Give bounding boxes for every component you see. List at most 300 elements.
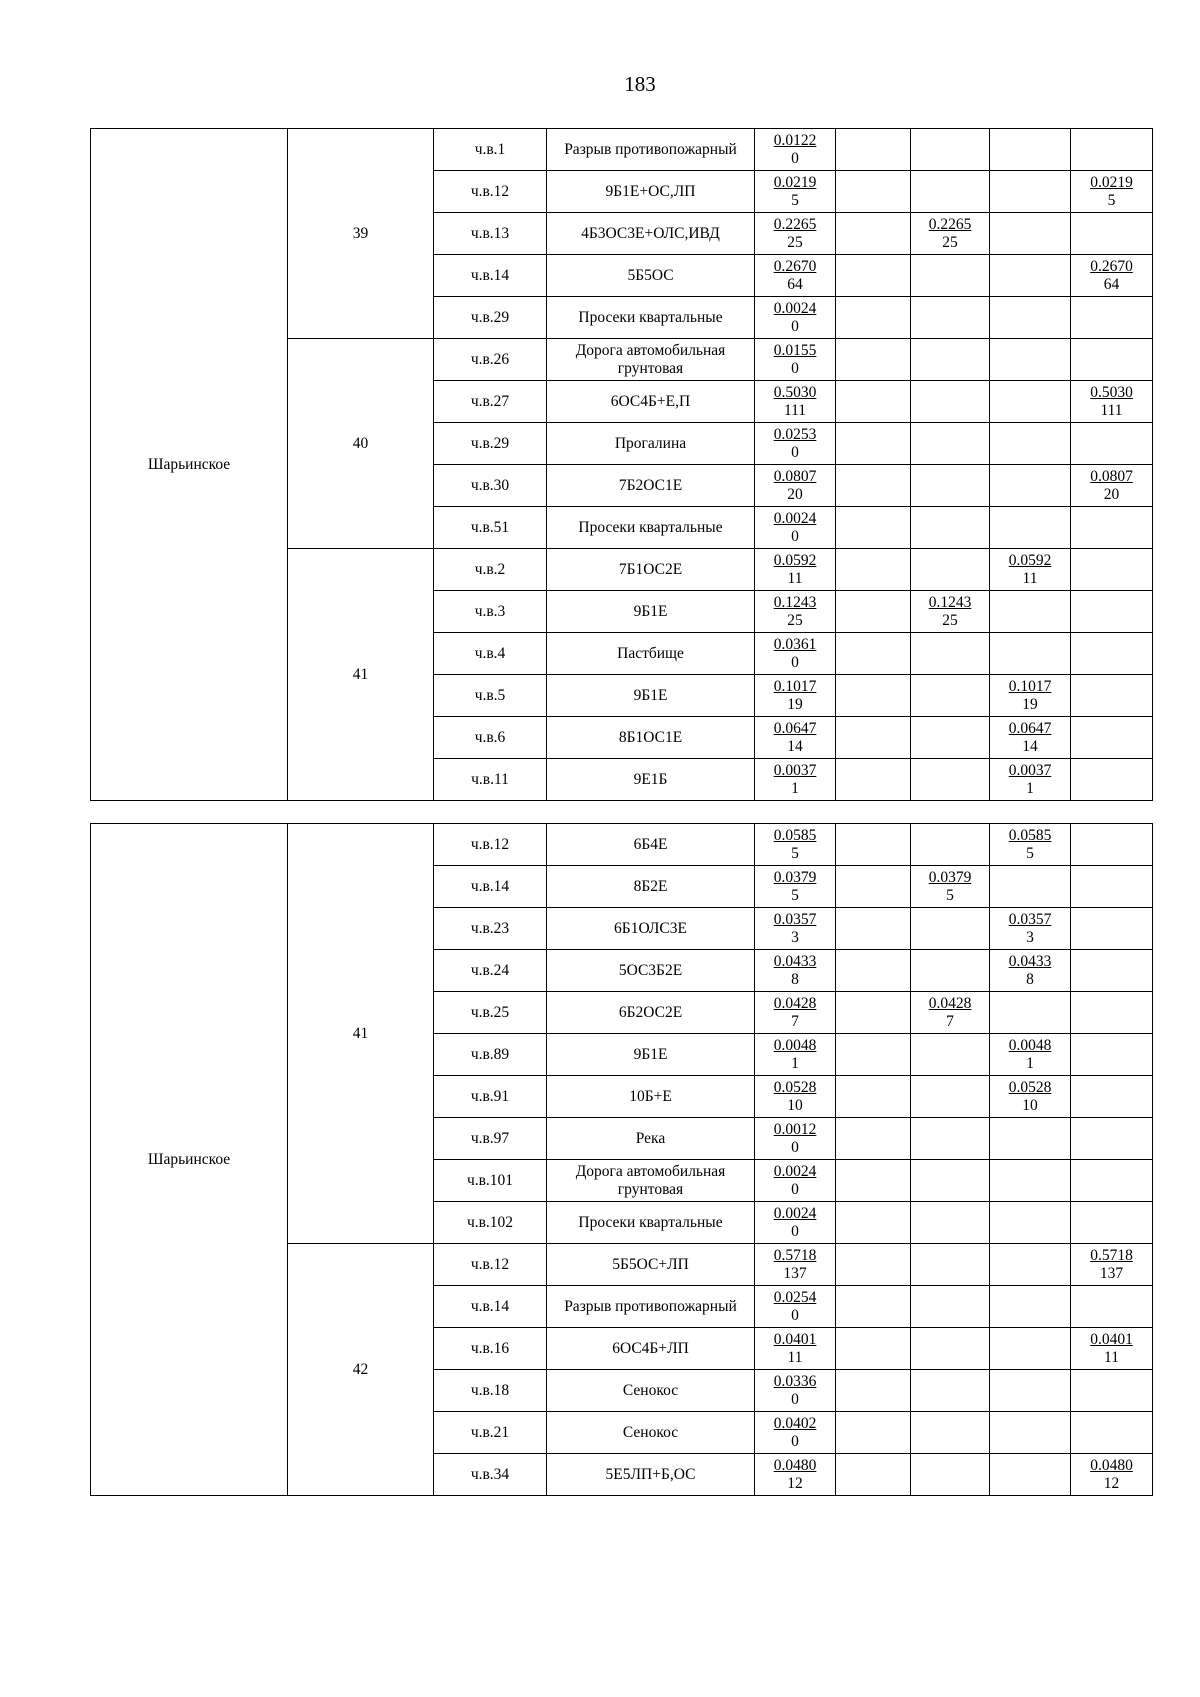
parcel-description: 8Б2Е	[547, 866, 755, 908]
area-value-denominator: 1	[791, 1054, 799, 1072]
area-value	[755, 675, 836, 717]
column-2-value-numerator: 0.1243	[928, 593, 972, 611]
column-4-value	[1071, 1076, 1153, 1118]
area-value	[755, 950, 836, 992]
column-4-value	[1071, 1454, 1153, 1496]
column-4-value	[1071, 1370, 1153, 1412]
forest-parcel-table-1	[90, 128, 1153, 801]
parcel-description: 6Б4Е	[547, 824, 755, 866]
parcel-description: Пастбище	[547, 633, 755, 675]
column-4-value	[1071, 297, 1153, 339]
column-4-value-numerator: 0.2670	[1090, 257, 1133, 275]
kvartal-number: 39	[288, 129, 434, 339]
column-3-value-numerator: 0.0592	[1008, 551, 1052, 569]
column-1-value	[836, 465, 911, 507]
column-2-value	[911, 129, 990, 171]
area-value-numerator: 0.2670	[773, 257, 817, 275]
column-1-value	[836, 591, 911, 633]
area-value-denominator: 0	[791, 527, 799, 545]
column-1-value	[836, 824, 911, 866]
area-value-numerator: 0.0012	[773, 1120, 817, 1138]
area-value	[755, 465, 836, 507]
column-3-value	[990, 950, 1071, 992]
column-4-value	[1071, 507, 1153, 549]
area-value-numerator: 0.0024	[773, 1204, 817, 1222]
column-2-value	[911, 1328, 990, 1370]
area-value	[755, 549, 836, 591]
area-value-numerator: 0.0592	[773, 551, 817, 569]
kvartal-number: 42	[288, 1244, 434, 1496]
column-1-value	[836, 1328, 911, 1370]
column-2-value	[911, 465, 990, 507]
area-value-numerator: 0.2265	[773, 215, 817, 233]
column-4-value	[1071, 423, 1153, 465]
column-4-value-numerator: 0.0480	[1090, 1456, 1133, 1474]
area-value-numerator: 0.0402	[773, 1414, 817, 1432]
parcel-id: ч.в.101	[434, 1160, 547, 1202]
column-2-value	[911, 1160, 990, 1202]
column-4-value	[1071, 213, 1153, 255]
area-value-denominator: 11	[787, 569, 803, 587]
parcel-id: ч.в.97	[434, 1118, 547, 1160]
parcel-description: Сенокос	[547, 1412, 755, 1454]
column-4-value	[1071, 339, 1153, 381]
column-3-value	[990, 1202, 1071, 1244]
parcel-id: ч.в.23	[434, 908, 547, 950]
area-value-denominator: 64	[787, 275, 803, 293]
forest-parcel-table-2	[90, 823, 1153, 1496]
parcel-description: Дорога автомобильная грунтовая	[547, 339, 755, 381]
area-value	[755, 213, 836, 255]
column-3-value	[990, 213, 1071, 255]
column-3-value-numerator: 0.0357	[1008, 910, 1052, 928]
area-value	[755, 591, 836, 633]
kvartal-number: 41	[288, 824, 434, 1244]
parcel-id: ч.в.18	[434, 1370, 547, 1412]
area-value-denominator: 1	[791, 779, 799, 797]
column-1-value	[836, 1202, 911, 1244]
parcel-description: Просеки квартальные	[547, 507, 755, 549]
area-value-denominator: 0	[791, 359, 799, 377]
area-value-denominator: 25	[787, 233, 803, 251]
area-value	[755, 1454, 836, 1496]
parcel-description: Просеки квартальные	[547, 297, 755, 339]
column-4-value	[1071, 992, 1153, 1034]
area-value-numerator: 0.0647	[773, 719, 817, 737]
column-3-value-denominator: 1	[1026, 779, 1034, 797]
parcel-description: 9Б1Е	[547, 591, 755, 633]
column-2-value	[911, 1034, 990, 1076]
area-value-denominator: 0	[791, 1180, 799, 1198]
column-3-value	[990, 1034, 1071, 1076]
column-2-value	[911, 1202, 990, 1244]
column-4-value	[1071, 171, 1153, 213]
area-value	[755, 1286, 836, 1328]
column-4-value	[1071, 549, 1153, 591]
parcel-description: 6ОС4Б+Е,П	[547, 381, 755, 423]
column-3-value	[990, 507, 1071, 549]
parcel-description: 8Б1ОС1Е	[547, 717, 755, 759]
area-value	[755, 866, 836, 908]
column-2-value-denominator: 25	[942, 611, 958, 629]
column-3-value	[990, 1370, 1071, 1412]
column-1-value	[836, 1034, 911, 1076]
parcel-description: Сенокос	[547, 1370, 755, 1412]
column-3-value-denominator: 8	[1026, 970, 1034, 988]
column-4-value	[1071, 866, 1153, 908]
parcel-description: 6Б2ОС2Е	[547, 992, 755, 1034]
column-3-value-numerator: 0.0647	[1008, 719, 1052, 737]
column-2-value	[911, 992, 990, 1034]
column-3-value-numerator: 0.0037	[1008, 761, 1052, 779]
column-4-value-numerator: 0.5718	[1090, 1246, 1133, 1264]
parcel-description: 9Б1Е	[547, 1034, 755, 1076]
parcel-id: ч.в.34	[434, 1454, 547, 1496]
column-1-value	[836, 1160, 911, 1202]
column-4-value	[1071, 129, 1153, 171]
area-value-numerator: 0.0428	[773, 994, 817, 1012]
parcel-id: ч.в.3	[434, 591, 547, 633]
parcel-description: 7Б1ОС2Е	[547, 549, 755, 591]
area-value-numerator: 0.0480	[773, 1456, 817, 1474]
parcel-description: 9Е1Б	[547, 759, 755, 801]
parcel-id: ч.в.14	[434, 1286, 547, 1328]
area-value-denominator: 14	[787, 737, 803, 755]
area-value	[755, 1034, 836, 1076]
parcel-id: ч.в.25	[434, 992, 547, 1034]
column-4-value	[1071, 908, 1153, 950]
area-value	[755, 1076, 836, 1118]
area-value-denominator: 20	[787, 485, 803, 503]
column-1-value	[836, 633, 911, 675]
parcel-id: ч.в.12	[434, 171, 547, 213]
column-1-value	[836, 1370, 911, 1412]
area-value-denominator: 25	[787, 611, 803, 629]
parcel-id: ч.в.26	[434, 339, 547, 381]
parcel-id: ч.в.12	[434, 1244, 547, 1286]
column-4-value-denominator: 5	[1107, 191, 1116, 209]
column-3-value-denominator: 3	[1026, 928, 1034, 946]
column-4-value-denominator: 20	[1103, 485, 1120, 503]
column-1-value	[836, 1118, 911, 1160]
column-4-value-numerator: 0.0807	[1090, 467, 1133, 485]
area-value-numerator: 0.0361	[773, 635, 817, 653]
column-3-value	[990, 339, 1071, 381]
column-4-value-denominator: 64	[1103, 275, 1120, 293]
area-value-numerator: 0.0433	[773, 952, 817, 970]
column-2-value	[911, 1370, 990, 1412]
forestry-name: Шарьинское	[91, 824, 288, 1496]
table-row	[91, 129, 1153, 171]
parcel-id: ч.в.14	[434, 255, 547, 297]
area-value-denominator: 0	[791, 317, 799, 335]
column-1-value	[836, 950, 911, 992]
area-value	[755, 1412, 836, 1454]
area-value	[755, 1118, 836, 1160]
column-4-value	[1071, 1244, 1153, 1286]
parcel-description: Разрыв противопожарный	[547, 1286, 755, 1328]
parcel-description: 4Б3ОС3Е+ОЛС,ИВД	[547, 213, 755, 255]
area-value	[755, 717, 836, 759]
parcel-id: ч.в.11	[434, 759, 547, 801]
column-3-value	[990, 759, 1071, 801]
area-value-denominator: 10	[787, 1096, 803, 1114]
area-value-denominator: 0	[791, 1390, 799, 1408]
column-4-value	[1071, 381, 1153, 423]
area-value-denominator: 11	[787, 1348, 803, 1366]
column-2-value	[911, 1076, 990, 1118]
column-2-value	[911, 717, 990, 759]
parcel-description: 7Б2ОС1Е	[547, 465, 755, 507]
column-3-value	[990, 255, 1071, 297]
column-2-value	[911, 297, 990, 339]
column-3-value	[990, 465, 1071, 507]
area-value-numerator: 0.0528	[773, 1078, 817, 1096]
column-4-value	[1071, 465, 1153, 507]
parcel-description: Разрыв противопожарный	[547, 129, 755, 171]
column-4-value	[1071, 1202, 1153, 1244]
parcel-id: ч.в.102	[434, 1202, 547, 1244]
column-4-value-denominator: 12	[1103, 1474, 1120, 1492]
column-3-value	[990, 129, 1071, 171]
parcel-description: Прогалина	[547, 423, 755, 465]
area-value-numerator: 0.0253	[773, 425, 817, 443]
column-3-value	[990, 992, 1071, 1034]
column-3-value	[990, 675, 1071, 717]
column-2-value	[911, 759, 990, 801]
area-value-numerator: 0.0122	[773, 131, 817, 149]
area-value-numerator: 0.0254	[773, 1288, 817, 1306]
column-1-value	[836, 339, 911, 381]
column-2-value	[911, 675, 990, 717]
column-4-value-denominator: 111	[1100, 401, 1123, 419]
column-1-value	[836, 675, 911, 717]
column-3-value	[990, 1412, 1071, 1454]
column-2-value	[911, 824, 990, 866]
column-1-value	[836, 1076, 911, 1118]
column-1-value	[836, 866, 911, 908]
column-2-value-denominator: 7	[946, 1012, 954, 1030]
column-3-value-denominator: 10	[1022, 1096, 1038, 1114]
area-value	[755, 171, 836, 213]
area-value-numerator: 0.0155	[773, 341, 817, 359]
area-value-numerator: 0.0807	[773, 467, 817, 485]
column-2-value	[911, 339, 990, 381]
column-3-value	[990, 423, 1071, 465]
column-1-value	[836, 1412, 911, 1454]
area-value-denominator: 5	[791, 191, 799, 209]
column-3-value	[990, 1244, 1071, 1286]
column-1-value	[836, 213, 911, 255]
area-value-denominator: 8	[791, 970, 799, 988]
column-2-value	[911, 1286, 990, 1328]
column-2-value-numerator: 0.2265	[928, 215, 972, 233]
kvartal-number: 40	[288, 339, 434, 549]
area-value	[755, 339, 836, 381]
area-value	[755, 1160, 836, 1202]
parcel-id: ч.в.51	[434, 507, 547, 549]
column-1-value	[836, 1454, 911, 1496]
parcel-id: ч.в.21	[434, 1412, 547, 1454]
column-1-value	[836, 381, 911, 423]
area-value	[755, 759, 836, 801]
column-2-value	[911, 507, 990, 549]
forestry-name: Шарьинское	[91, 129, 288, 801]
column-1-value	[836, 423, 911, 465]
column-2-value	[911, 1118, 990, 1160]
parcel-id: ч.в.4	[434, 633, 547, 675]
column-4-value-numerator: 0.0219	[1090, 173, 1133, 191]
column-2-value	[911, 1454, 990, 1496]
area-value-denominator: 7	[791, 1012, 799, 1030]
kvartal-number: 41	[288, 549, 434, 801]
column-1-value	[836, 908, 911, 950]
column-3-value	[990, 1160, 1071, 1202]
column-1-value	[836, 129, 911, 171]
area-value	[755, 1370, 836, 1412]
parcel-id: ч.в.30	[434, 465, 547, 507]
column-4-value	[1071, 255, 1153, 297]
column-1-value	[836, 297, 911, 339]
parcel-description: Дорога автомобильная грунтовая	[547, 1160, 755, 1202]
area-value-numerator: 0.0219	[773, 173, 817, 191]
column-1-value	[836, 255, 911, 297]
parcel-id: ч.в.2	[434, 549, 547, 591]
parcel-description: 9Б1Е	[547, 675, 755, 717]
column-4-value-denominator: 11	[1104, 1348, 1119, 1366]
area-value	[755, 908, 836, 950]
column-4-value-denominator: 137	[1099, 1264, 1124, 1282]
area-value-numerator: 0.0379	[773, 868, 817, 886]
area-value-numerator: 0.0024	[773, 509, 817, 527]
column-3-value-numerator: 0.1017	[1008, 677, 1052, 695]
parcel-id: ч.в.14	[434, 866, 547, 908]
column-2-value	[911, 549, 990, 591]
area-value-denominator: 3	[791, 928, 799, 946]
area-value	[755, 255, 836, 297]
column-3-value	[990, 866, 1071, 908]
area-value-denominator: 0	[791, 1138, 799, 1156]
parcel-description: Просеки квартальные	[547, 1202, 755, 1244]
column-4-value	[1071, 1160, 1153, 1202]
column-2-value	[911, 591, 990, 633]
area-value-numerator: 0.0585	[773, 826, 817, 844]
column-4-value	[1071, 759, 1153, 801]
column-3-value-numerator: 0.0433	[1008, 952, 1052, 970]
column-1-value	[836, 1244, 911, 1286]
column-3-value	[990, 591, 1071, 633]
column-2-value-numerator: 0.0379	[928, 868, 972, 886]
column-1-value	[836, 717, 911, 759]
column-2-value-numerator: 0.0428	[928, 994, 972, 1012]
column-4-value	[1071, 1286, 1153, 1328]
area-value-denominator: 0	[791, 149, 799, 167]
area-value-denominator: 5	[791, 844, 799, 862]
column-1-value	[836, 171, 911, 213]
column-3-value-denominator: 19	[1022, 695, 1038, 713]
area-value-denominator: 0	[791, 653, 799, 671]
column-3-value	[990, 381, 1071, 423]
column-2-value	[911, 171, 990, 213]
parcel-description: Река	[547, 1118, 755, 1160]
area-value-numerator: 0.0024	[773, 1162, 817, 1180]
area-value	[755, 507, 836, 549]
column-3-value	[990, 1118, 1071, 1160]
parcel-id: ч.в.27	[434, 381, 547, 423]
column-3-value-denominator: 5	[1026, 844, 1034, 862]
parcel-description: 5Е5ЛП+Б,ОС	[547, 1454, 755, 1496]
column-3-value	[990, 171, 1071, 213]
area-value-denominator: 111	[783, 401, 807, 419]
column-4-value	[1071, 1034, 1153, 1076]
column-3-value	[990, 549, 1071, 591]
area-value-denominator: 137	[783, 1264, 807, 1282]
column-4-value	[1071, 591, 1153, 633]
area-value-denominator: 0	[791, 1306, 799, 1324]
column-4-value	[1071, 1118, 1153, 1160]
parcel-description: 6ОС4Б+ЛП	[547, 1328, 755, 1370]
column-2-value	[911, 1412, 990, 1454]
area-value-numerator: 0.5718	[773, 1246, 817, 1264]
column-3-value	[990, 908, 1071, 950]
column-4-value	[1071, 1328, 1153, 1370]
parcel-id: ч.в.29	[434, 297, 547, 339]
area-value	[755, 992, 836, 1034]
column-3-value	[990, 1328, 1071, 1370]
parcel-id: ч.в.13	[434, 213, 547, 255]
area-value	[755, 1202, 836, 1244]
column-2-value-denominator: 25	[942, 233, 958, 251]
column-4-value	[1071, 717, 1153, 759]
column-3-value-denominator: 11	[1022, 569, 1038, 587]
parcel-id: ч.в.24	[434, 950, 547, 992]
parcel-description: 5ОС3Б2Е	[547, 950, 755, 992]
column-1-value	[836, 992, 911, 1034]
column-3-value	[990, 1286, 1071, 1328]
column-1-value	[836, 759, 911, 801]
parcel-id: ч.в.1	[434, 129, 547, 171]
parcel-id: ч.в.89	[434, 1034, 547, 1076]
area-value	[755, 129, 836, 171]
column-1-value	[836, 549, 911, 591]
column-3-value	[990, 633, 1071, 675]
parcel-id: ч.в.12	[434, 824, 547, 866]
area-value	[755, 381, 836, 423]
column-2-value	[911, 423, 990, 465]
table-row	[91, 824, 1153, 866]
column-2-value	[911, 866, 990, 908]
area-value-denominator: 0	[791, 443, 799, 461]
column-4-value-numerator: 0.0401	[1090, 1330, 1133, 1348]
area-value	[755, 1328, 836, 1370]
area-value	[755, 633, 836, 675]
column-3-value	[990, 1454, 1071, 1496]
area-value-numerator: 0.5030	[773, 383, 817, 401]
area-value-numerator: 0.0336	[773, 1372, 817, 1390]
area-value-numerator: 0.0037	[773, 761, 817, 779]
area-value-denominator: 0	[791, 1432, 799, 1450]
page-number: 183	[624, 72, 656, 96]
column-4-value	[1071, 950, 1153, 992]
column-3-value-denominator: 14	[1022, 737, 1038, 755]
column-3-value	[990, 1076, 1071, 1118]
column-2-value	[911, 255, 990, 297]
column-2-value-denominator: 5	[946, 886, 954, 904]
column-2-value	[911, 213, 990, 255]
area-value	[755, 824, 836, 866]
column-3-value-denominator: 1	[1026, 1054, 1034, 1072]
column-4-value	[1071, 675, 1153, 717]
